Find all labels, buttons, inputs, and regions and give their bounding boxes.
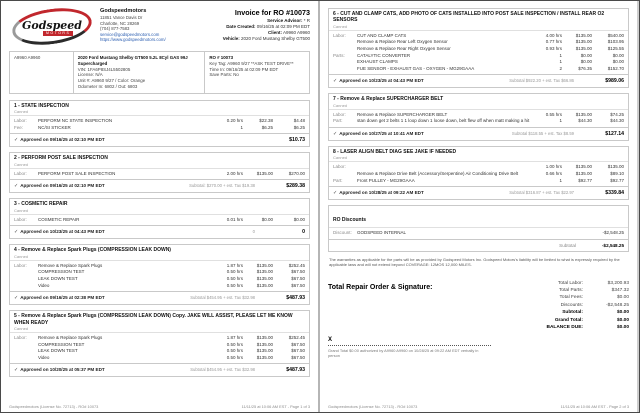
line-item-description: PERFORM NC STATE INSPECTION	[38, 118, 113, 124]
footer-page-number: 11/11/25 at 10:06 AM EST - Page 2 of 3	[560, 404, 629, 409]
line-item-qty: 0.55 hrs	[545, 111, 562, 117]
section-total: $487.93	[286, 367, 305, 374]
section-title: 1 - STATE INSPECTION	[14, 102, 69, 109]
invoice-field: Date Created: 09/16/25 at 02:09 PM EDT	[226, 24, 310, 29]
section-subtotal-note: Subtotal $118.55 + est. Tax $8.59	[511, 130, 574, 136]
line-item-row	[14, 283, 305, 290]
section-approval-row	[10, 133, 309, 146]
line-item-qty: 1.87 hrs	[226, 334, 243, 340]
section-subtitle: Canned	[14, 253, 29, 259]
section-title: 8 - LASER ALIGN BELT DIAG SEE JAKE IF NEEDED	[333, 148, 457, 155]
client-name: A9960 A9960	[14, 55, 41, 60]
company-website-link[interactable]: https://www.godspeedmotors.com/	[100, 37, 166, 43]
line-item-rate: $135.00	[256, 282, 273, 288]
approved-text: Approved on 10/27/25 at 10:41 AM EDT	[339, 130, 424, 136]
vehicle-detail-line: VIN: 1FA6P8SJ4L5502805	[77, 66, 131, 72]
ro-details-cell	[204, 52, 309, 93]
line-item-row	[14, 355, 305, 362]
line-item-qty: 1	[559, 59, 562, 65]
line-item-type	[14, 342, 38, 349]
line-item-qty: 1.00 hrs	[545, 164, 562, 170]
line-item-description: Front PULLEY - MG29GAAA	[357, 177, 415, 183]
totals-row-label: Total Fees:	[559, 295, 583, 301]
invoice-page-2	[319, 1, 637, 412]
page1-job-sections	[9, 100, 310, 378]
line-item-rate	[562, 230, 592, 237]
ro-detail-line: Key Tag: A9960 9/27 **ASK TEST DRIVE**	[209, 60, 294, 66]
section-subtitle: Canned	[333, 23, 348, 29]
invoice-field: Vehicle: 2020 Ford Mustang Shelby GT500	[222, 36, 310, 41]
section-total: $339.84	[605, 190, 624, 197]
invoice-field: Service Advisor: * R	[267, 18, 310, 23]
line-item-description: CATALYTIC CONVERTER	[357, 52, 411, 58]
line-item-type: Part:	[333, 177, 343, 183]
line-item-amount: $252.45	[288, 334, 305, 340]
totals-and-signature	[328, 280, 629, 358]
line-item-amount: $152.70	[607, 65, 624, 71]
line-item-description: Remove & Replace Rear Right Oxygen Sensor	[357, 46, 451, 51]
section-line-items	[329, 161, 628, 186]
warranty-disclaimer: The warranties as applicable for the parts will be as provided by Godspeed Motors Inc. Godspeed Motors's liability will be limited to what is expressly required by the applicable laws and will not extend beyond COVERAGE: 12MOS 12,000 MILES.	[329, 256, 620, 268]
totals-row-value: $0.00	[616, 325, 629, 330]
line-item-description: Remove & Replace Drive Belt (Accessory/Serpentine) Air Conditioning Drive Belt	[357, 170, 519, 176]
line-item-description: EXHAUST CLAMPS	[357, 59, 398, 65]
discounts-subtotal-label: Subtotal	[559, 242, 576, 248]
section-subtotal-note: Subtotal $922.20 + est. Tax $66.86	[509, 78, 574, 84]
totals-row	[501, 309, 629, 316]
job-section	[328, 146, 629, 200]
section-line-items	[329, 30, 628, 75]
line-item-amount: $67.50	[291, 348, 305, 354]
section-line-items	[10, 260, 309, 291]
line-item-amount: $44.30	[610, 118, 624, 124]
line-item-rate: $135.00	[575, 32, 592, 38]
line-item-row	[14, 269, 305, 276]
totals-row	[501, 280, 629, 287]
authorization-note: Grand Total $0.00 authorized by A9960 A9960 on 10/28/25 at 09:22 AM EDT verbally in person	[328, 347, 479, 358]
approved-check-icon: ✓	[14, 295, 19, 302]
section-title: 2 - PERFORM POST SALE INSPECTION	[14, 155, 108, 162]
section-total: $127.14	[605, 130, 624, 137]
totals-row-value: $0.00	[616, 317, 629, 323]
logo-wordmark: Godspeed	[22, 19, 82, 32]
section-subtitle: Canned	[333, 155, 348, 161]
line-item-qty: 0.01 hrs	[226, 216, 243, 222]
line-item-type: Parts:	[333, 52, 345, 58]
line-item-rate: $76.35	[578, 65, 592, 71]
line-item-description: LEAK DOWN TEST	[38, 275, 78, 281]
line-item-type	[333, 39, 357, 46]
line-item-type: Labor:	[14, 262, 27, 268]
totals-row	[501, 302, 629, 309]
line-item-type	[333, 59, 357, 66]
section-subtitle: Canned	[14, 109, 29, 115]
line-item-description: LEAK DOWN TEST	[38, 348, 78, 354]
section-approval-row	[329, 74, 628, 87]
line-item-qty: 0.93 hrs	[545, 46, 562, 51]
footer-license: Godspeedmotors (License No. 72713) - RO# 10073	[9, 404, 99, 409]
section-approval-row	[10, 363, 309, 376]
line-item-type	[333, 66, 357, 73]
line-item-qty: 0.20 hrs	[226, 118, 243, 124]
line-item-amount: $125.55	[607, 46, 624, 51]
line-item-type	[14, 276, 38, 283]
line-item-rate: $135.00	[256, 348, 273, 354]
totals-row	[501, 294, 629, 301]
section-total: $10.73	[289, 137, 305, 144]
section-title: 4 - Remove & Replace Spark Plugs (COMPRESSION LEAK DOWN)	[14, 247, 171, 254]
totals-row-label: Total Labor:	[557, 280, 583, 286]
approved-text: Approved on 09/16/25 at 02:10 PM EDT	[20, 137, 105, 143]
line-item-row	[333, 112, 624, 119]
totals-row-value: $3,200.93	[607, 280, 629, 286]
line-item-qty: 0.77 hrs	[545, 39, 562, 45]
section-subtitle: Canned	[14, 325, 29, 331]
line-item-amount: $103.95	[607, 39, 624, 45]
approved-check-icon: ✓	[333, 130, 338, 137]
line-item-description	[357, 164, 536, 171]
vehicle-info-box	[9, 51, 310, 94]
line-item-description: COMPRESSION TEST	[38, 269, 85, 275]
line-item-row	[333, 33, 624, 40]
vehicle-details-cell	[73, 52, 205, 93]
approved-check-icon: ✓	[14, 183, 19, 190]
vehicle-description: 2020 Ford Mustang Shelby GT500 5.2L 8Cyl GAS 99J Supercharged	[77, 55, 188, 66]
page1-footer	[9, 404, 310, 409]
line-item-row	[333, 66, 624, 73]
approved-text: Approved on 10/23/25 at 04:43 PM EDT	[20, 229, 105, 235]
signature-area	[328, 337, 491, 358]
line-item-row	[14, 125, 305, 132]
footer-license: Godspeedmotors (License No. 72713) - RO# 10073	[328, 404, 418, 409]
totals-row-value: $347.32	[611, 287, 629, 293]
job-section	[328, 8, 629, 88]
company-email-link[interactable]: service@godspeedmotors.com	[100, 31, 160, 37]
line-item-amount: $67.50	[291, 269, 305, 275]
line-item-amount: $135.00	[607, 164, 624, 170]
line-item-row	[333, 178, 624, 185]
line-item-qty: 0.50 hrs	[226, 282, 243, 288]
section-total: 0	[302, 229, 305, 236]
section-line-items	[10, 168, 309, 180]
totals-row-value: $0.00	[616, 295, 629, 301]
totals-row-value: -$2,548.25	[606, 302, 629, 308]
discounts-title: RO Discounts	[333, 217, 367, 224]
job-section	[9, 244, 310, 305]
job-section	[9, 310, 310, 377]
vehicle-detail-line: License: N/A	[77, 72, 103, 78]
approved-check-icon: ✓	[14, 137, 19, 144]
line-item-rate: $135.00	[256, 275, 273, 281]
ro-number: RO # 10073	[209, 55, 234, 60]
client-name-cell	[10, 52, 73, 93]
section-approval-row	[10, 179, 309, 192]
line-item-description: FUE SENSOR - EXHAUST GAS - OXYGEN - MG29GAAA	[357, 65, 475, 71]
godspeed-logo-icon	[9, 8, 95, 45]
line-item-row	[14, 217, 305, 224]
section-total: $289.38	[286, 183, 305, 190]
approved-check-icon: ✓	[333, 190, 338, 197]
line-item-type: Discount:	[333, 230, 352, 236]
line-item-rate: $6.25	[261, 124, 273, 130]
line-item-type	[14, 355, 38, 362]
line-item-qty: 1	[240, 124, 243, 130]
section-line-items	[10, 115, 309, 133]
approved-text: Approved on 10/23/25 at 04:43 PM EDT	[339, 78, 424, 84]
line-item-amount: $67.50	[291, 275, 305, 281]
line-item-amount: $67.50	[291, 341, 305, 347]
approved-text: Approved on 09/16/25 at 02:10 PM EDT	[20, 183, 105, 189]
job-section	[9, 198, 310, 239]
line-item-type	[14, 269, 38, 276]
company-info	[100, 8, 202, 45]
line-item-qty: 4.00 hrs	[545, 32, 562, 38]
line-item-type: Labor:	[14, 334, 27, 340]
line-item-amount: $270.00	[288, 170, 305, 176]
section-approval-row	[10, 291, 309, 304]
line-item-row	[333, 59, 624, 66]
section-title: 3 - COSMETIC REPAIR	[14, 201, 68, 208]
line-item-type: Part:	[333, 118, 343, 124]
line-item-rate: $135.00	[256, 354, 273, 360]
totals-table	[501, 280, 629, 358]
line-item-rate: $0.00	[261, 216, 273, 222]
line-item-amount: $4.48	[293, 118, 305, 124]
line-item-row	[333, 230, 624, 237]
invoice-fields	[202, 18, 310, 42]
approved-text: Approved on 10/28/25 at 09:22 AM EDT	[339, 190, 424, 196]
line-item-rate: $135.00	[256, 170, 273, 176]
section-line-items	[329, 109, 628, 127]
job-section	[9, 100, 310, 148]
section-total: $487.93	[286, 295, 305, 302]
line-item-qty: 0.50 hrs	[226, 341, 243, 347]
approved-text: Approved on 09/16/25 at 02:38 PM EDT	[20, 295, 105, 301]
section-line-items	[10, 214, 309, 226]
section-approval-row	[329, 127, 628, 140]
line-item-type	[14, 348, 38, 355]
section-subtotal-note: Subtotal $316.87 + est. Tax $22.97	[509, 190, 574, 196]
line-item-row	[14, 171, 305, 178]
line-item-description: Remove & Replace SUPERCHARGER BELT	[357, 111, 448, 117]
job-section	[328, 93, 629, 141]
line-item-rate: $135.00	[575, 46, 592, 51]
totals-row-label: Grand Total:	[554, 317, 583, 323]
signature-line[interactable]	[328, 343, 491, 346]
line-item-row	[14, 276, 305, 283]
line-item-description: Remove & Replace Rear Left Oxygen Sensor	[357, 39, 448, 45]
line-item-description: COMPRESSION TEST	[38, 341, 85, 347]
line-item-qty: 1	[559, 118, 562, 124]
totals-row	[501, 287, 629, 294]
logo-motors-label: MOTORS	[43, 31, 73, 36]
line-item-row	[333, 39, 624, 46]
invoice-field: Client: A9960 A9960	[267, 30, 310, 35]
section-subtotal-note: Subtotal $454.95 + est. Tax $32.98	[190, 295, 255, 301]
ro-detail-line: Save Parts: No	[209, 72, 239, 78]
line-item-amount: $252.45	[288, 262, 305, 268]
approved-check-icon: ✓	[14, 229, 19, 236]
line-item-type: Labor:	[14, 118, 27, 124]
line-item-rate: $135.00	[575, 164, 592, 170]
section-subtotal-note: Subtotal $454.95 + est. Tax $32.98	[190, 367, 255, 373]
line-item-rate: $0.00	[580, 52, 592, 58]
line-item-qty: 2.00 hrs	[226, 170, 243, 176]
totals-row	[501, 317, 629, 324]
page1-header	[9, 8, 310, 45]
line-item-description: NC/SI STICKER	[38, 124, 71, 130]
totals-row	[501, 324, 629, 331]
totals-row-label: Discounts:	[560, 302, 583, 308]
line-item-amount: $6.25	[293, 124, 305, 130]
line-item-rate: $135.00	[256, 262, 273, 268]
line-item-amount: $89.10	[610, 170, 624, 176]
vehicle-detail-line: Odometer In: 6802 / Out: 6803	[77, 83, 138, 89]
totals-heading: Total Repair Order & Signature:	[328, 283, 433, 291]
line-item-row	[333, 53, 624, 60]
line-item-row	[14, 118, 305, 125]
line-item-row	[333, 46, 624, 53]
line-item-qty: 0.50 hrs	[226, 275, 243, 281]
line-item-description: Video	[38, 354, 50, 360]
line-item-row	[333, 171, 624, 178]
line-item-description: GODSPEED INTERNAL	[357, 230, 407, 236]
line-item-qty: 1	[559, 52, 562, 58]
line-item-amount: $67.50	[291, 354, 305, 360]
company-name: Godspeedmotors	[100, 8, 147, 14]
line-item-row	[333, 118, 624, 125]
line-item-amount: $0.00	[612, 52, 624, 58]
line-item-type: Labor:	[333, 111, 346, 117]
signature-x-mark: X	[328, 336, 333, 343]
line-item-rate: $135.00	[256, 341, 273, 347]
line-item-rate: $135.00	[575, 39, 592, 45]
section-line-items	[10, 332, 309, 363]
line-item-type	[333, 171, 357, 178]
line-item-amount: $67.50	[291, 282, 305, 288]
line-item-row	[14, 335, 305, 342]
line-item-qty: 0.50 hrs	[226, 269, 243, 275]
totals-row-label: Subtotal:	[562, 310, 583, 316]
section-approval-row	[10, 225, 309, 238]
line-item-row	[14, 348, 305, 355]
line-item-qty: 2	[559, 65, 562, 71]
line-item-qty: 1.87 hrs	[226, 262, 243, 268]
line-item-rate: $135.00	[575, 111, 592, 117]
approved-check-icon: ✓	[333, 78, 338, 85]
line-item-description: Video	[38, 282, 50, 288]
line-item-type	[14, 283, 38, 290]
totals-row-label: BALANCE DUE:	[546, 325, 583, 330]
line-item-qty: 0.50 hrs	[226, 354, 243, 360]
line-item-description: Remove & Replace Spark Plugs	[38, 334, 103, 340]
line-item-rate: $92.77	[578, 177, 592, 183]
section-subtotal-note: Subtotal: $270.00 + est. Tax $19.38	[189, 183, 255, 189]
section-approval-row	[329, 186, 628, 199]
approved-check-icon: ✓	[14, 367, 19, 374]
line-item-amount: $92.77	[610, 177, 624, 183]
line-item-row	[14, 263, 305, 270]
line-item-row	[14, 342, 305, 349]
line-item-description: CUT AND CLAMP CATS	[357, 32, 407, 38]
section-subtitle: Canned	[14, 161, 29, 167]
line-item-type: Labor:	[333, 164, 346, 170]
line-item-amount: $0.00	[612, 59, 624, 65]
line-item-amount: $0.00	[293, 216, 305, 222]
footer-page-number: 11/11/25 at 10:06 AM EST - Page 1 of 3	[241, 404, 310, 409]
discounts-section	[328, 205, 629, 252]
invoice-title: Invoice for RO #10073	[234, 8, 310, 17]
line-item-qty: 0.50 hrs	[226, 348, 243, 354]
invoice-header	[202, 8, 310, 45]
line-item-rate: $0.00	[580, 59, 592, 65]
line-item-row	[333, 164, 624, 171]
line-item-description: COSMETIC REPAIR	[38, 216, 80, 222]
page2-footer	[328, 404, 629, 409]
line-item-rate: $135.00	[256, 334, 273, 340]
line-item-rate: $22.38	[259, 118, 273, 124]
line-item-type: Labor:	[333, 32, 346, 38]
job-section	[9, 152, 310, 193]
line-item-qty	[536, 230, 562, 237]
line-item-rate: $135.00	[575, 170, 592, 176]
line-item-qty: 0.66 hrs	[545, 170, 562, 176]
section-subtitle: Canned	[333, 102, 348, 108]
line-item-amount: $540.00	[607, 32, 624, 38]
discounts-subtotal-value: -$2,548.25	[602, 242, 624, 248]
line-item-type: Labor:	[14, 216, 27, 222]
line-item-amount: -$2,548.25	[602, 230, 624, 236]
section-title: 5 - Remove & Replace Spark Plugs (COMPRESSION LEAK DOWN) Copy. JAKE WILL ASSIST, PLEASE LET ME KNOW WHEN READY	[14, 313, 293, 326]
company-address1: 11851 Vance Davis Dr	[100, 15, 143, 20]
company-address2: Charlotte, NC 28269	[100, 20, 140, 26]
discounts-subtotal-row	[329, 239, 628, 251]
invoice-page-1	[1, 1, 319, 412]
section-title: 7 - Remove & Replace SUPERCHARGER BELT	[333, 96, 444, 103]
section-title: 6 - CUT AND CLAMP CATS, ADD PHOTO OF CATS INSTALLED INTO POST SALE INSPECTION / INSTALL REAR O2 SENSORS	[333, 11, 605, 24]
line-item-type: Labor:	[14, 170, 27, 176]
page2-job-sections	[328, 8, 629, 200]
line-item-amount: $74.25	[610, 111, 624, 117]
totals-row-value: $0.00	[616, 310, 629, 316]
totals-row-label: Total Parts:	[559, 287, 583, 293]
line-item-type: Fee:	[14, 124, 24, 130]
line-item-rate: $135.00	[256, 269, 273, 275]
company-phone: (704) 877-7583	[100, 26, 130, 32]
line-item-rate: $44.30	[578, 118, 592, 124]
approved-text: Approved on 10/20/25 at 05:37 PM EDT	[20, 367, 105, 373]
section-subtitle: Canned	[14, 207, 29, 213]
line-item-type	[333, 46, 357, 53]
line-item-description: PERFORM POST SALE INSPECTION	[38, 170, 116, 176]
line-item-qty: 1	[559, 177, 562, 183]
ro-detail-line: Time In: 09/16/25 at 02:09 PM EDT	[209, 66, 279, 72]
vehicle-detail-line: Unit #: A9960 9/27 / Color: Orange	[77, 78, 146, 84]
section-total: $989.06	[605, 78, 624, 85]
section-subtotal-note: 0	[252, 229, 255, 235]
line-item-description: stan down get 2 belts 1 1 loop down 1 loose down, belt flew off when matt making a hit	[357, 118, 530, 124]
line-item-description: Remove & Replace Spark Plugs	[38, 262, 103, 268]
